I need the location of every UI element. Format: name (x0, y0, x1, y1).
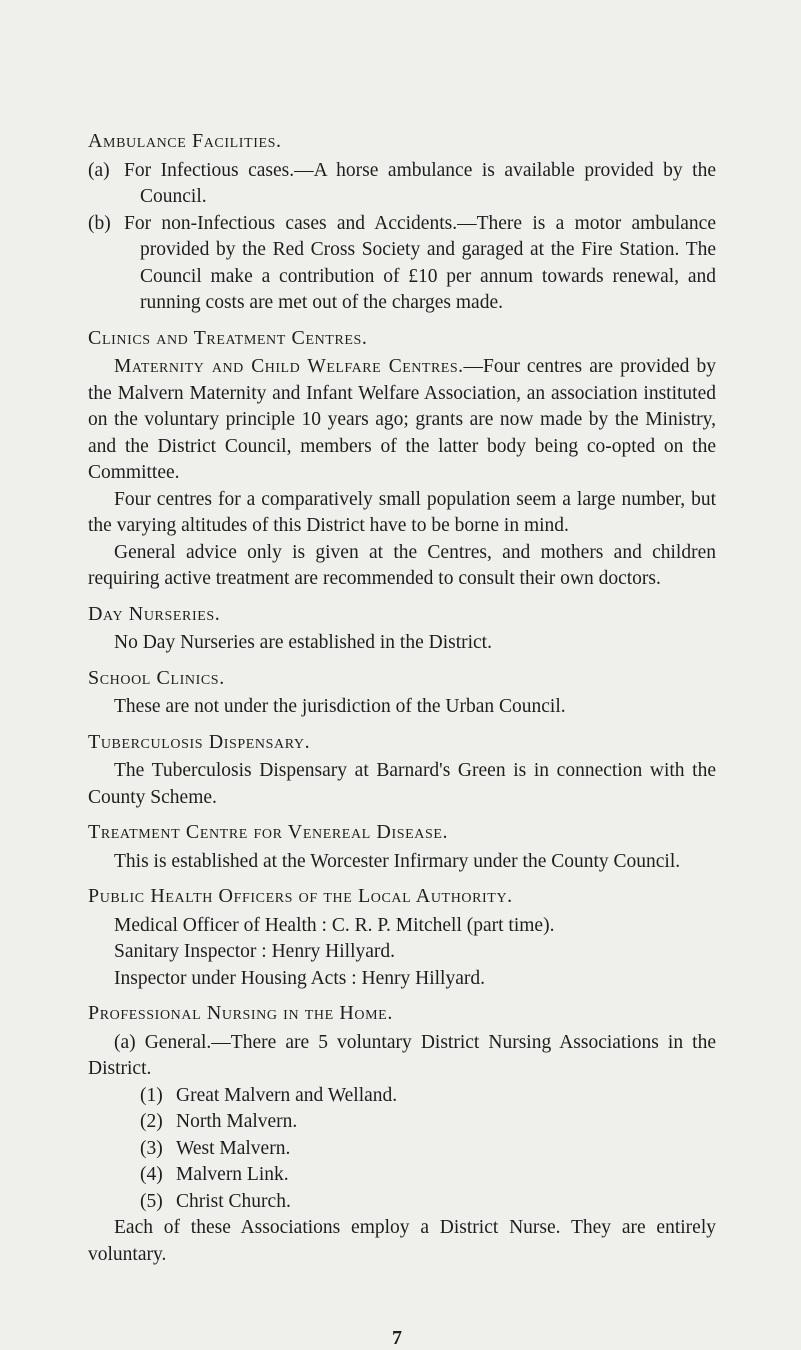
heading-clinics: Clinics and Treatment Centres. (88, 326, 368, 349)
list-number: (2) (140, 1111, 163, 1132)
nursing-intro: (a) General.—There are 5 voluntary District Nursing Associations in the District. (88, 1031, 716, 1079)
item-text: For non-Infectious cases and Accidents.—There is a motor ambulance provided by the Red Cross Society and garaged at the Fire Station. The Council make a contribution of £10 per annum towards renewal, and running costs are met out of the charges made. (124, 212, 716, 313)
heading-school-clinics: School Clinics. (88, 666, 225, 689)
heading-officers: Public Health Officers of the Local Authority. (88, 885, 513, 907)
association-name: Malvern Link. (176, 1164, 289, 1185)
heading-tuberculosis: Tuberculosis Dispensary. (88, 730, 311, 753)
officer-line-2: Sanitary Inspector : Henry Hillyard. (114, 941, 396, 962)
ambulance-item-a (88, 158, 716, 211)
maternity-text: —Four centres are provided by the Malvern Maternity and Infant Welfare Association, an association instituted on the voluntary principle 10 years ago; grants are now made by the Ministry, and the District Council, members of the latter body being co-opted on the Committee. (88, 356, 716, 483)
clinics-paragraph-2: Four centres for a comparatively small population seem a large number, but the varying altitudes of this District have to be borne in mind. (88, 488, 716, 536)
page-content (88, 128, 716, 1268)
tuberculosis-text: The Tuberculosis Dispensary at Barnard's Green is in connection with the County Scheme. (88, 760, 716, 808)
association-name: Great Malvern and Welland. (176, 1084, 398, 1106)
heading-venereal: Treatment Centre for Venereal Disease. (88, 821, 449, 843)
maternity-paragraph (88, 354, 716, 487)
ambulance-item-b (88, 211, 716, 317)
item-label: (a) (88, 159, 110, 181)
heading-day-nurseries: Day Nurseries. (88, 602, 221, 625)
venereal-text: This is established at the Worcester Infirmary under the County Council. (114, 850, 681, 872)
officer-line-1: Medical Officer of Health : C. R. P. Mitchell (part time). (114, 914, 555, 936)
association-name: Christ Church. (176, 1190, 291, 1212)
association-name: West Malvern. (176, 1137, 291, 1159)
school-clinics-text: These are not under the jurisdiction of the Urban Council. (114, 696, 566, 717)
list-item (140, 1136, 716, 1163)
maternity-lead: Maternity and Child Welfare Centres. (114, 356, 464, 377)
list-number: (1) (140, 1084, 163, 1106)
heading-nursing: Professional Nursing in the Home. (88, 1002, 393, 1024)
associations-list (88, 1083, 716, 1216)
page-number: 7 (392, 1327, 402, 1349)
list-number: (5) (140, 1190, 163, 1212)
list-item (140, 1109, 716, 1136)
item-label: (b) (88, 212, 111, 234)
association-name: North Malvern. (176, 1111, 298, 1132)
list-number: (4) (140, 1164, 163, 1185)
list-number: (3) (140, 1137, 163, 1159)
list-item (140, 1189, 716, 1216)
nursing-closing: Each of these Associations employ a District Nurse. They are entirely voluntary. (88, 1217, 716, 1265)
clinics-paragraph-3: General advice only is given at the Centres, and mothers and children requiring active treatment are recommended to consult their own doctors. (88, 541, 716, 589)
heading-ambulance: Ambulance Facilities. (88, 130, 282, 152)
list-item (140, 1162, 716, 1189)
item-text: For Infectious cases.—A horse ambulance is available provided by the Council. (124, 159, 716, 207)
officer-line-3: Inspector under Housing Acts : Henry Hillyard. (114, 967, 485, 989)
list-item (140, 1083, 716, 1110)
day-nurseries-text: No Day Nurseries are established in the District. (114, 632, 492, 653)
